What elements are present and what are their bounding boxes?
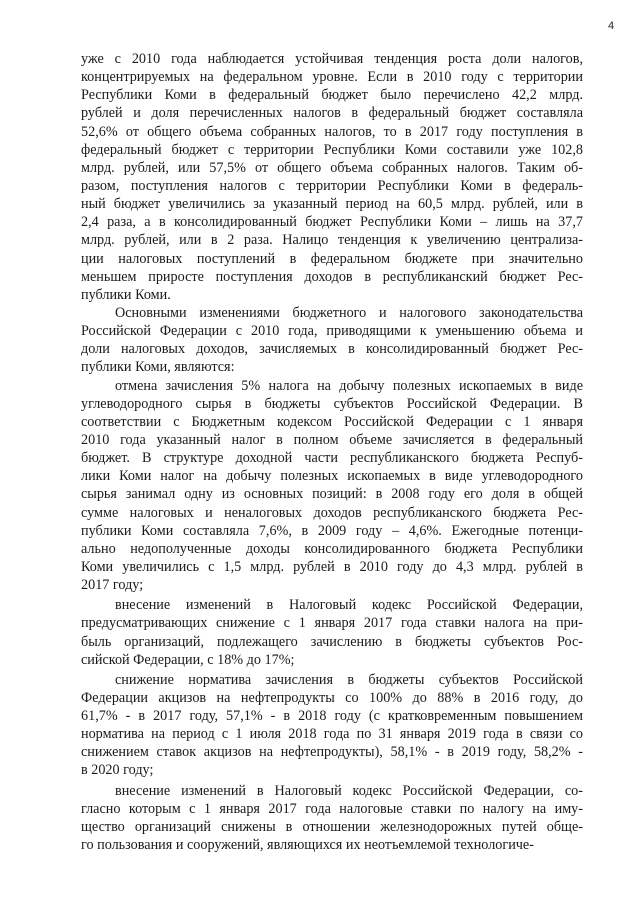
document-body <box>81 50 583 854</box>
text-line: углеводородного сырья в бюджеты субъектов Российской Федерации. В <box>81 395 583 412</box>
text-line: гласно которым с 1 января 2017 года налоговые ставки по налогу на иму- <box>81 800 583 817</box>
text-line: соответствии с Бюджетным кодексом Российской Федерации с 1 января <box>81 413 583 430</box>
text-line: внесение изменений в Налоговый кодекс Российской Федерации, со- <box>115 782 583 799</box>
text-line: сийской Федерации, с 18% до 17%; <box>81 651 295 668</box>
paragraph <box>81 596 583 669</box>
text-line: сырья занимал одну из основных позиций: в 2008 году его доля в общей <box>81 486 583 503</box>
paragraph <box>81 50 583 304</box>
text-line: Федерации акцизов на нефтепродукты со 100% до 88% в 2016 году, до <box>81 689 583 706</box>
text-line: бюджет. В структуре доходной части республиканского бюджета Респуб- <box>81 450 583 467</box>
text-line: млрд. рублей, или 57,5% от общего объема собранных налогов. Таким об- <box>81 159 583 176</box>
text-line: предусматривающих снижение с 1 января 2017 года ставки налога на при- <box>81 615 583 632</box>
text-line: снижение норматива зачисления в бюджеты субъектов Российской <box>115 671 583 688</box>
text-line: 61,7% - в 2017 году, 57,1% - в 2018 году (с кратковременным повышением <box>81 708 583 725</box>
paragraph <box>81 304 583 377</box>
text-line: публики Коми, являются: <box>81 359 235 376</box>
text-line: Республики Коми в федеральный бюджет было перечислено 42,2 млрд. <box>81 87 583 104</box>
text-line: внесение изменений в Налоговый кодекс Российской Федерации, <box>115 597 583 614</box>
text-line: снижением ставок акцизов на нефтепродукты), 58,1% - в 2019 году, 58,2% - <box>81 744 583 761</box>
text-line: федеральный бюджет с территории Республики Коми составили уже 102,8 <box>81 141 583 158</box>
text-line: норматива на период с 1 июля 2018 года по 31 января 2019 года в связи со <box>81 726 583 743</box>
text-line: го пользования и сооружений, являющихся их неотъемлемой технологиче- <box>81 837 534 854</box>
text-line: публики Коми. <box>81 286 171 303</box>
text-line: публики Коми составляла 7,6%, в 2009 году – 4,6%. Ежегодные потенци- <box>81 522 583 539</box>
text-line: 52,6% от общего объема собранных налогов, то в 2017 году поступления в <box>81 123 583 140</box>
text-line: 2,4 раза, а в консолидированный бюджет Республики Коми – лишь на 37,7 <box>81 214 583 231</box>
text-line: 2010 года указанный налог в полном объеме зачисляется в федеральный <box>81 431 583 448</box>
text-line: лики Коми налог на добычу полезных ископаемых в виде углеводородного <box>81 468 583 485</box>
text-line: отмена зачисления 5% налога на добычу полезных ископаемых в виде <box>115 377 583 394</box>
text-line: сумме налоговых и неналоговых доходов республиканского бюджета Рес- <box>81 504 583 521</box>
text-line: уже с 2010 года наблюдается устойчивая тенденция роста доли налогов, <box>81 51 583 67</box>
paragraph <box>81 782 583 855</box>
text-line: ный бюджет увеличились за указанный период на 60,5 млрд. рублей, или в <box>81 196 583 213</box>
text-line: млрд. рублей, или в 2 раза. Налицо тенденция к увеличению централиза- <box>81 232 583 249</box>
text-line: рублей и доля перечисленных налогов в федеральный бюджет составляла <box>81 105 583 122</box>
text-line: в 2020 году; <box>81 762 154 779</box>
text-line: Российской Федерации с 2010 года, приводящими к уменьшению объема и <box>81 323 583 340</box>
text-line: меньшем приросте поступления доходов в республиканский бюджет Рес- <box>81 268 583 285</box>
text-line: Основными изменениями бюджетного и налогового законодательства <box>115 304 583 321</box>
text-line: разом, поступления налогов с территории Республики Коми в федераль- <box>81 177 583 194</box>
text-line: 2017 году; <box>81 577 144 594</box>
text-line: щество организаций снижены в отношении железнодорожных путей обще- <box>81 818 583 835</box>
text-line: быль организаций, подлежащего зачислению в бюджеты субъектов Рос- <box>81 633 583 650</box>
text-line: ции налоговых поступлений в федеральном бюджете при значительно <box>81 250 583 267</box>
paragraph <box>81 671 583 780</box>
page-number: 4 <box>608 20 615 32</box>
text-line: доли налоговых доходов, зачисляемых в консолидированный бюджет Рес- <box>81 341 583 358</box>
text-line: ально недополученные доходы консолидированного бюджета Республики <box>81 540 583 557</box>
text-line: концентрируемых на федеральном уровне. Если в 2010 году с территории <box>81 69 583 86</box>
paragraph <box>81 377 583 595</box>
text-line: Коми увеличились с 1,5 млрд. рублей в 2010 году до 4,3 млрд. рублей в <box>81 558 583 575</box>
